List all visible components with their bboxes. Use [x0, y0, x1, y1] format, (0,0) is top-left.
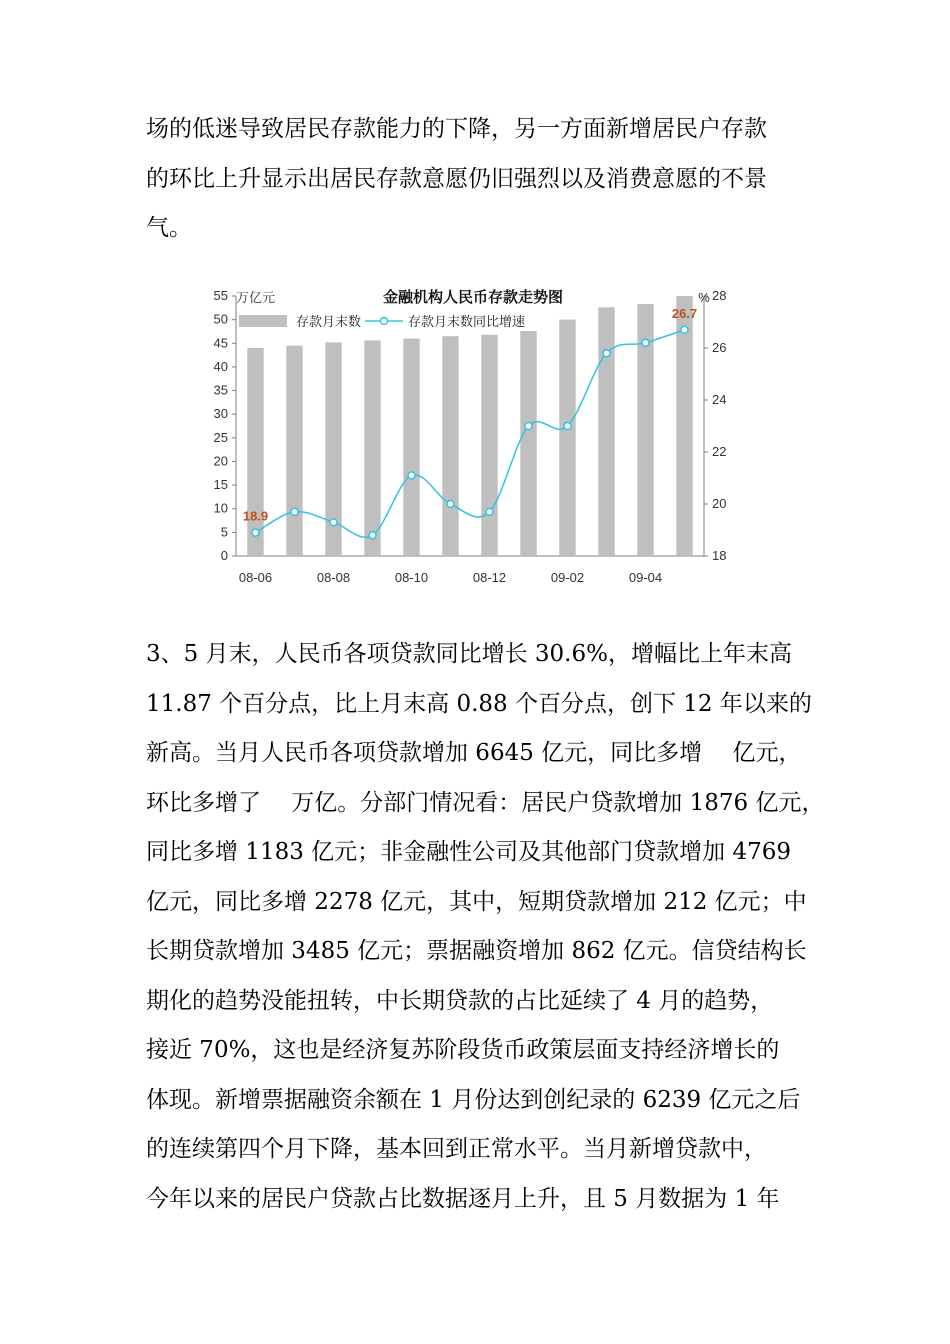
x-tick-label: 09-04: [628, 570, 663, 585]
growth-rate-point: [291, 508, 298, 515]
left-tick-label: 40: [213, 358, 228, 374]
growth-rate-point: [564, 423, 571, 430]
bar-series: [247, 296, 692, 556]
left-tick-label: 55: [213, 288, 228, 303]
x-tick-label: 09-02: [550, 570, 585, 585]
deposit-bar: [247, 348, 263, 556]
growth-rate-point: [603, 350, 610, 357]
text-line: 3、5 月末，人民币各项贷款同比增长 30.6%，增幅比上年末高: [146, 641, 792, 667]
x-tick-label: 08-08: [316, 570, 351, 585]
deposit-bar: [442, 336, 458, 556]
data-labels: [243, 306, 697, 524]
deposit-trend-chart: [195, 282, 755, 594]
deposit-bar: [559, 320, 575, 556]
legend-swatch-bars: [239, 315, 287, 327]
left-tick-label: 5: [220, 524, 228, 540]
text-line: 气。: [146, 215, 192, 241]
growth-rate-point: [252, 529, 259, 536]
growth-rate-point: [642, 339, 649, 346]
left-tick-label: 30: [213, 406, 228, 422]
data-label: 26.7: [671, 305, 698, 321]
x-tick-label: 08-06: [238, 570, 273, 585]
legend-label-line: 存款月末数同比增速: [408, 315, 526, 330]
text-line: 11.87 个百分点，比上月末高 0.88 个百分点，创下 12 年以来的: [146, 690, 812, 717]
growth-rate-line: [256, 330, 685, 537]
growth-rate-point: [330, 519, 337, 526]
text-line: 期化的趋势没能扭转，中长期贷款的占比延续了 4 月的趋势，: [146, 987, 774, 1014]
left-tick-label: 50: [213, 311, 228, 327]
text-line: 新高。当月人民币各项贷款增加 6645 亿元，同比多增 亿元，: [146, 740, 802, 766]
left-tick-label: 35: [213, 382, 228, 398]
x-tick-label: 08-12: [472, 570, 507, 585]
deposit-bar: [520, 331, 536, 556]
right-tick-label: 18: [712, 548, 727, 563]
line-series: [252, 326, 688, 538]
deposit-bar: [286, 346, 302, 556]
text-line: 体现。新增票据融资余额在 1 月份达到创纪录的 6239 亿元之后: [146, 1086, 801, 1113]
text-line: 接近 70%，这也是经济复苏阶段货币政策层面支持经济增长的: [146, 1037, 780, 1063]
data-label: 18.9: [242, 508, 269, 524]
paragraph-intro: [146, 105, 816, 254]
growth-rate-point: [408, 472, 415, 479]
deposit-bar: [598, 307, 614, 556]
left-tick-label: 20: [213, 453, 228, 469]
text-line: 场的低迷导致居民存款能力的下降，另一方面新增居民户存款: [146, 116, 767, 142]
right-tick-label: 20: [712, 496, 727, 511]
deposit-bar: [364, 340, 380, 556]
right-axis-unit: %: [698, 290, 710, 305]
text-line: 今年以来的居民户贷款占比数据逐月上升，且 5 月数据为 1 年: [146, 1185, 780, 1212]
text-line: 长期贷款增加 3485 亿元；票据融资增加 862 亿元。信贷结构长: [146, 938, 807, 964]
left-tick-label: 25: [213, 429, 228, 445]
legend-label-bars: 存款月末数: [296, 315, 362, 330]
left-tick-label: 0: [220, 548, 228, 563]
deposit-bar: [676, 296, 692, 556]
chart-title: 金融机构人民币存款走势图: [382, 288, 564, 306]
growth-rate-point: [486, 508, 493, 515]
text-line: 环比多增了 万亿。分部门情况看：居民户贷款增加 1876 亿元，: [146, 789, 825, 816]
growth-rate-point: [525, 423, 532, 430]
text-line: 同比多增 1183 亿元；非金融性公司及其他部门贷款增加 4769: [146, 839, 791, 865]
left-tick-label: 10: [213, 500, 228, 516]
right-tick-label: 22: [712, 444, 727, 459]
deposit-bar: [403, 339, 419, 556]
text-line: 的连续第四个月下降，基本回到正常水平。当月新增贷款中，: [146, 1136, 767, 1162]
text-line: 亿元，同比多增 2278 亿元，其中，短期贷款增加 212 亿元；中: [146, 888, 807, 915]
x-tick-label: 08-10: [394, 570, 429, 585]
paragraph-loans: [146, 630, 825, 1224]
growth-rate-point: [447, 501, 454, 508]
deposit-bar: [481, 335, 497, 556]
left-axis-unit: 万亿元: [236, 290, 276, 305]
right-tick-label: 28: [712, 288, 727, 303]
left-tick-label: 45: [213, 335, 228, 351]
legend-swatch-marker: [381, 318, 388, 325]
left-tick-label: 15: [213, 477, 228, 493]
right-tick-label: 26: [712, 340, 727, 355]
growth-rate-point: [369, 532, 376, 539]
text-line: 的环比上升显示出居民存款意愿仍旧强烈以及消费意愿的不景: [146, 165, 767, 192]
growth-rate-point: [681, 326, 688, 333]
right-tick-label: 24: [712, 392, 727, 407]
chart-axes: [232, 296, 708, 556]
